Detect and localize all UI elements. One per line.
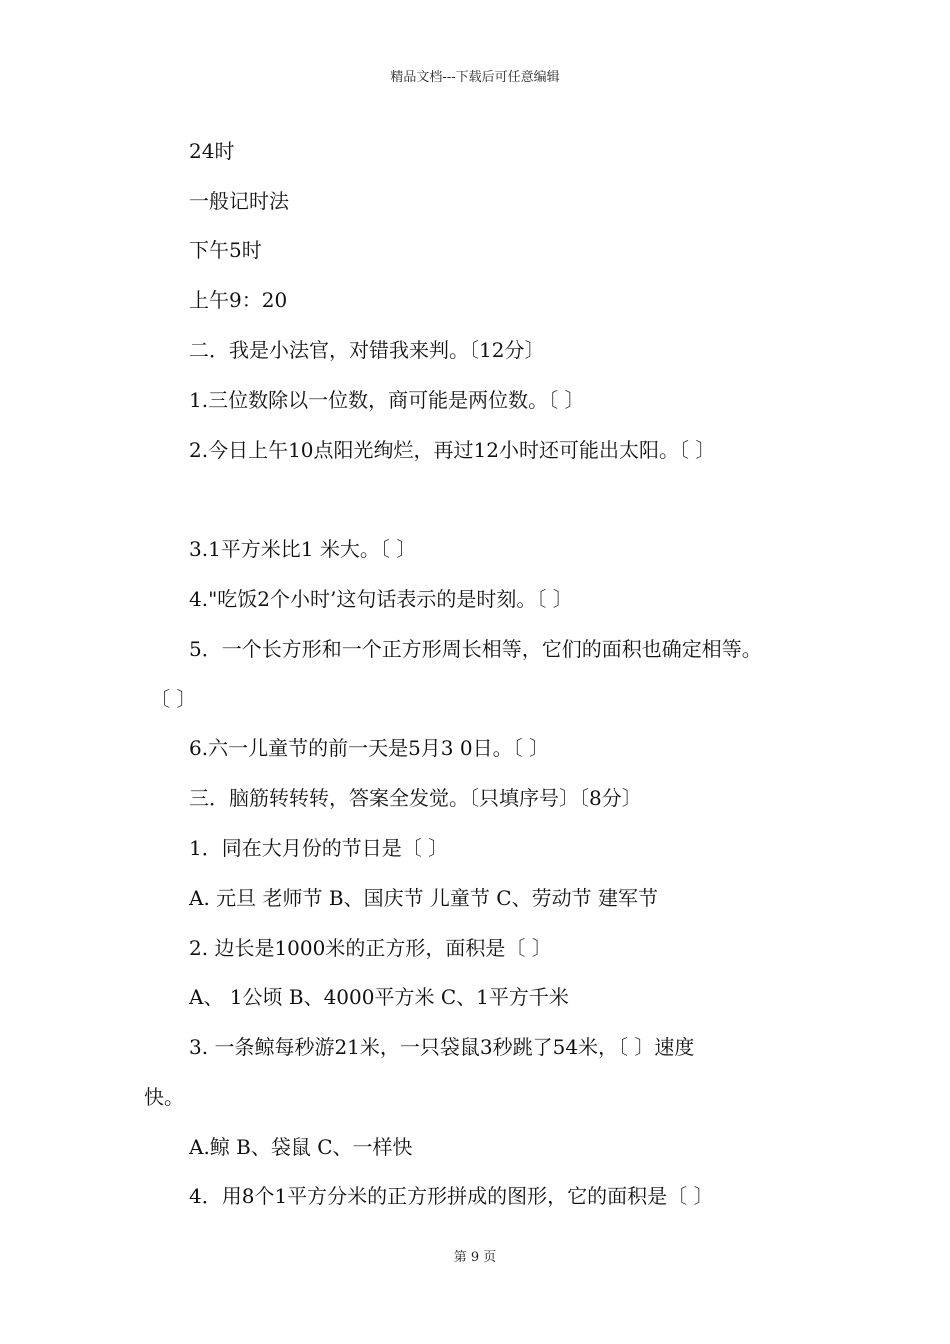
page-number: 第 9 页 (453, 1250, 497, 1265)
text-line: 下午5时 (189, 238, 262, 262)
text-line: 24时 (189, 139, 235, 163)
question-item-continuation: 〔 〕 (150, 687, 197, 711)
question-item: 4．用8个1平方分米的正方形拼成的图形，它的面积是〔 〕 (189, 1184, 714, 1208)
question-item: 6.六一儿童节的前一天是5月3 0日。〔 〕 (189, 736, 549, 760)
text-line: 一般记时法 (189, 189, 289, 213)
text-line: 上午9：20 (189, 288, 288, 312)
question-item: 1．同在大月份的节日是〔 〕 (189, 836, 449, 860)
answer-options: A、 1公顷 B、4000平方米 C、1平方千米 (189, 985, 569, 1009)
question-item: 3.1平方米比1 米大。〔 〕 (189, 537, 417, 561)
answer-options: A.鲸 B、袋鼠 C、一样快 (189, 1135, 413, 1159)
question-item: 5．一个长方形和一个正方形周长相等，它们的面积也确定相等。 (189, 637, 762, 661)
page-header: 精品文档---下载后可任意编辑 (390, 70, 560, 85)
question-item: 2. 边长是1000米的正方形，面积是〔 〕 (189, 936, 552, 960)
question-item: 1.三位数除以一位数，商可能是两位数。〔 〕 (189, 388, 585, 412)
question-item: 4."吃饭2个小时’这句话表示的是时刻。〔 〕 (189, 587, 573, 611)
section-heading: 三．脑筋转转转，答案全发觉。〔只填序号〕〔8分〕 (189, 786, 642, 810)
section-heading: 二．我是小法官，对错我来判。〔12分〕 (189, 338, 545, 362)
answer-options: A. 元旦 老师节 B、国庆节 儿童节 C、劳动节 建军节 (189, 886, 658, 910)
question-item: 2.今日上午10点阳光绚烂，再过12小时还可能出太阳。〔 〕 (189, 438, 716, 462)
question-item-continuation: 快。 (144, 1085, 184, 1109)
question-item: 3. 一条鲸每秒游21米，一只袋鼠3秒跳了54米，〔 〕速度 (189, 1035, 695, 1059)
